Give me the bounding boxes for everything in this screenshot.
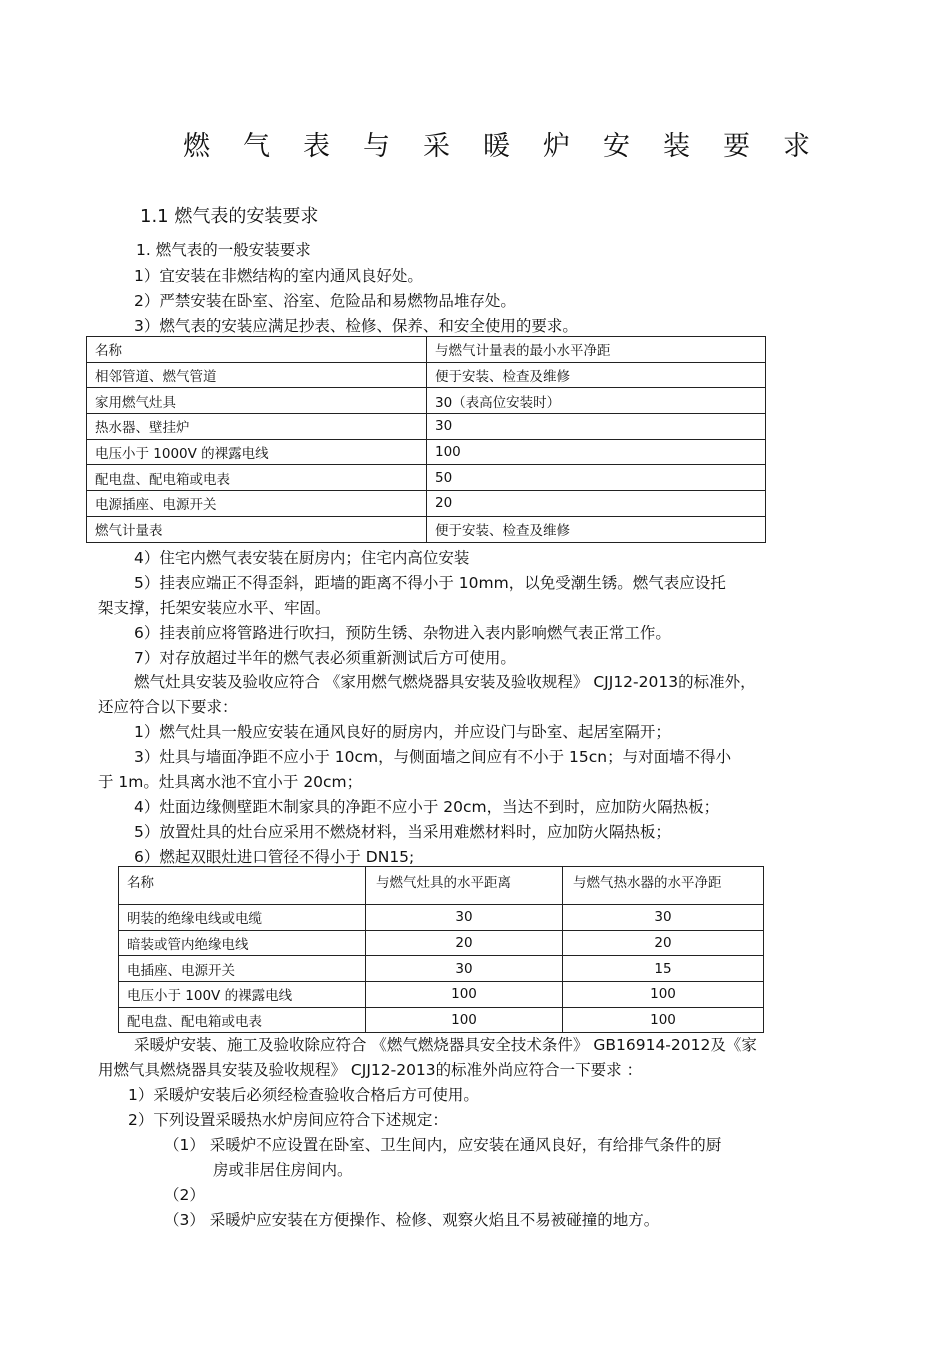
paragraph-line: 燃气灶具安装及验收应符合 《家用燃气燃烧器具安装及验收规程》 CJJ12-2013的标准外， (134, 673, 756, 691)
paragraph-line: 3）燃气表的安装应满足抄表、检修、保养、和安全使用的要求。 (134, 317, 578, 335)
table-header-cell: 名称 (87, 337, 427, 363)
table-cell: 电压小于 1000V 的裸露电线 (87, 439, 427, 465)
table-row (87, 414, 766, 440)
table-cell: 20 (366, 930, 563, 956)
paragraph-line: 4）住宅内燃气表安装在厨房内；住宅内高位安装 (134, 549, 470, 567)
table-cell: 100 (366, 1007, 563, 1033)
table-cell: 暗装或管内绝缘电线 (119, 930, 366, 956)
table-cell: 电源插座、电源开关 (87, 491, 427, 517)
paragraph-line: （1） 采暖炉不应设置在卧室、卫生间内，应安装在通风良好，有给排气条件的厨 (164, 1136, 722, 1154)
table-header-cell: 与燃气灶具的水平距离 (366, 867, 563, 905)
table-row (119, 982, 764, 1008)
table-header-cell: 与燃气热水器的水平净距 (563, 867, 764, 905)
table-row (119, 905, 764, 931)
paragraph-line: 5）放置灶具的灶台应采用不燃烧材料，当采用难燃材料时，应加防火隔热板； (134, 823, 671, 841)
paragraph-line: 6）燃起双眼灶进口管径不得小于 DN15; (134, 848, 415, 866)
paragraph-line: 房或非居住房间内。 (213, 1161, 353, 1179)
paragraph-line: 1）燃气灶具一般应安装在通风良好的厨房内，并应设门与卧室、起居室隔开； (134, 723, 671, 741)
table-cell: 30 (427, 414, 766, 440)
paragraph-line: 还应符合以下要求： (98, 698, 238, 716)
table-row (87, 465, 766, 491)
table-header-cell: 与燃气计量表的最小水平净距 (427, 337, 766, 363)
table-cell: 家用燃气灶具 (87, 388, 427, 414)
paragraph-line: 2）严禁安装在卧室、浴室、危险品和易燃物品堆存处。 (134, 292, 516, 310)
table-cell: 100 (427, 439, 766, 465)
table-cell: 20 (563, 930, 764, 956)
table-cell: 100 (366, 982, 563, 1008)
table-row (87, 516, 766, 542)
table-cell: 30（表高位安装时） (427, 388, 766, 414)
paragraph-line: 7）对存放超过半年的燃气表必须重新测试后方可使用。 (134, 649, 516, 667)
table-cell: 配电盘、配电箱或电表 (87, 465, 427, 491)
table-row (119, 956, 764, 982)
paragraph-line: 采暖炉安装、施工及验收除应符合 《燃气燃烧器具安全技术条件》 GB16914-2012及《家 (134, 1036, 757, 1054)
table-cell: 100 (563, 982, 764, 1008)
paragraph-line: 1. 燃气表的一般安装要求 (136, 241, 311, 259)
paragraph-line: 2）下列设置采暖热水炉房间应符合下述规定： (128, 1111, 448, 1129)
paragraph-line: 3）灶具与墙面净距不应小于 10cm，与侧面墙之间应有不小于 15cn；与对面墙不得小 (134, 748, 732, 766)
table-cell: 50 (427, 465, 766, 491)
paragraph-line: 6）挂表前应将管路进行吹扫，预防生锈、杂物进入表内影响燃气表正常工作。 (134, 624, 671, 642)
table-row (87, 491, 766, 517)
table-header-row (119, 867, 764, 905)
paragraph-line: 1）采暖炉安装后必须经检查验收合格后方可使用。 (128, 1086, 479, 1104)
paragraph-line: （2） (164, 1186, 205, 1204)
paragraph-line: 用燃气具燃烧器具安装及验收规程》 CJJ12-2013的标准外尚应符合一下要求 ： (98, 1061, 643, 1079)
paragraph-line: 架支撑，托架安装应水平、牢固。 (98, 599, 331, 617)
table-row (87, 439, 766, 465)
table-cell: 便于安装、检查及维修 (427, 362, 766, 388)
table-cell: 20 (427, 491, 766, 517)
table-row (119, 1007, 764, 1033)
table-cell: 30 (366, 905, 563, 931)
paragraph-line: 于 1m。灶具离水池不宜小于 20cm； (98, 773, 363, 791)
table-cell: 热水器、壁挂炉 (87, 414, 427, 440)
paragraph-line: 4）灶面边缘侧壁距木制家具的净距不应小于 20cm，当达不到时，应加防火隔热板； (134, 798, 720, 816)
paragraph-line: （3） 采暖炉应安装在方便操作、检修、观察火焰且不易被碰撞的地方。 (164, 1211, 660, 1229)
stove-distance-table (118, 866, 764, 1033)
table-cell: 明装的绝缘电线或电缆 (119, 905, 366, 931)
table-row (87, 388, 766, 414)
table-cell: 电插座、电源开关 (119, 956, 366, 982)
table-cell: 相邻管道、燃气管道 (87, 362, 427, 388)
table-cell: 便于安装、检查及维修 (427, 516, 766, 542)
table-cell: 15 (563, 956, 764, 982)
table-cell: 燃气计量表 (87, 516, 427, 542)
section-heading: 1.1 燃气表的安装要求 (140, 206, 319, 227)
table-row (119, 930, 764, 956)
gas-meter-distance-table (86, 336, 766, 543)
table-cell: 30 (563, 905, 764, 931)
table-cell: 30 (366, 956, 563, 982)
page-title: 燃气表与采暖炉安装要求 (183, 131, 843, 162)
table-header-cell: 名称 (119, 867, 366, 905)
table-cell: 配电盘、配电箱或电表 (119, 1007, 366, 1033)
paragraph-line: 5）挂表应端正不得歪斜，距墙的距离不得小于 10mm，以免受潮生锈。燃气表应设托 (134, 574, 726, 592)
table-cell: 100 (563, 1007, 764, 1033)
table-cell: 电压小于 100V 的裸露电线 (119, 982, 366, 1008)
paragraph-line: 1）宜安装在非燃结构的室内通风良好处。 (134, 267, 423, 285)
table-row (87, 362, 766, 388)
table-header-row (87, 337, 766, 363)
